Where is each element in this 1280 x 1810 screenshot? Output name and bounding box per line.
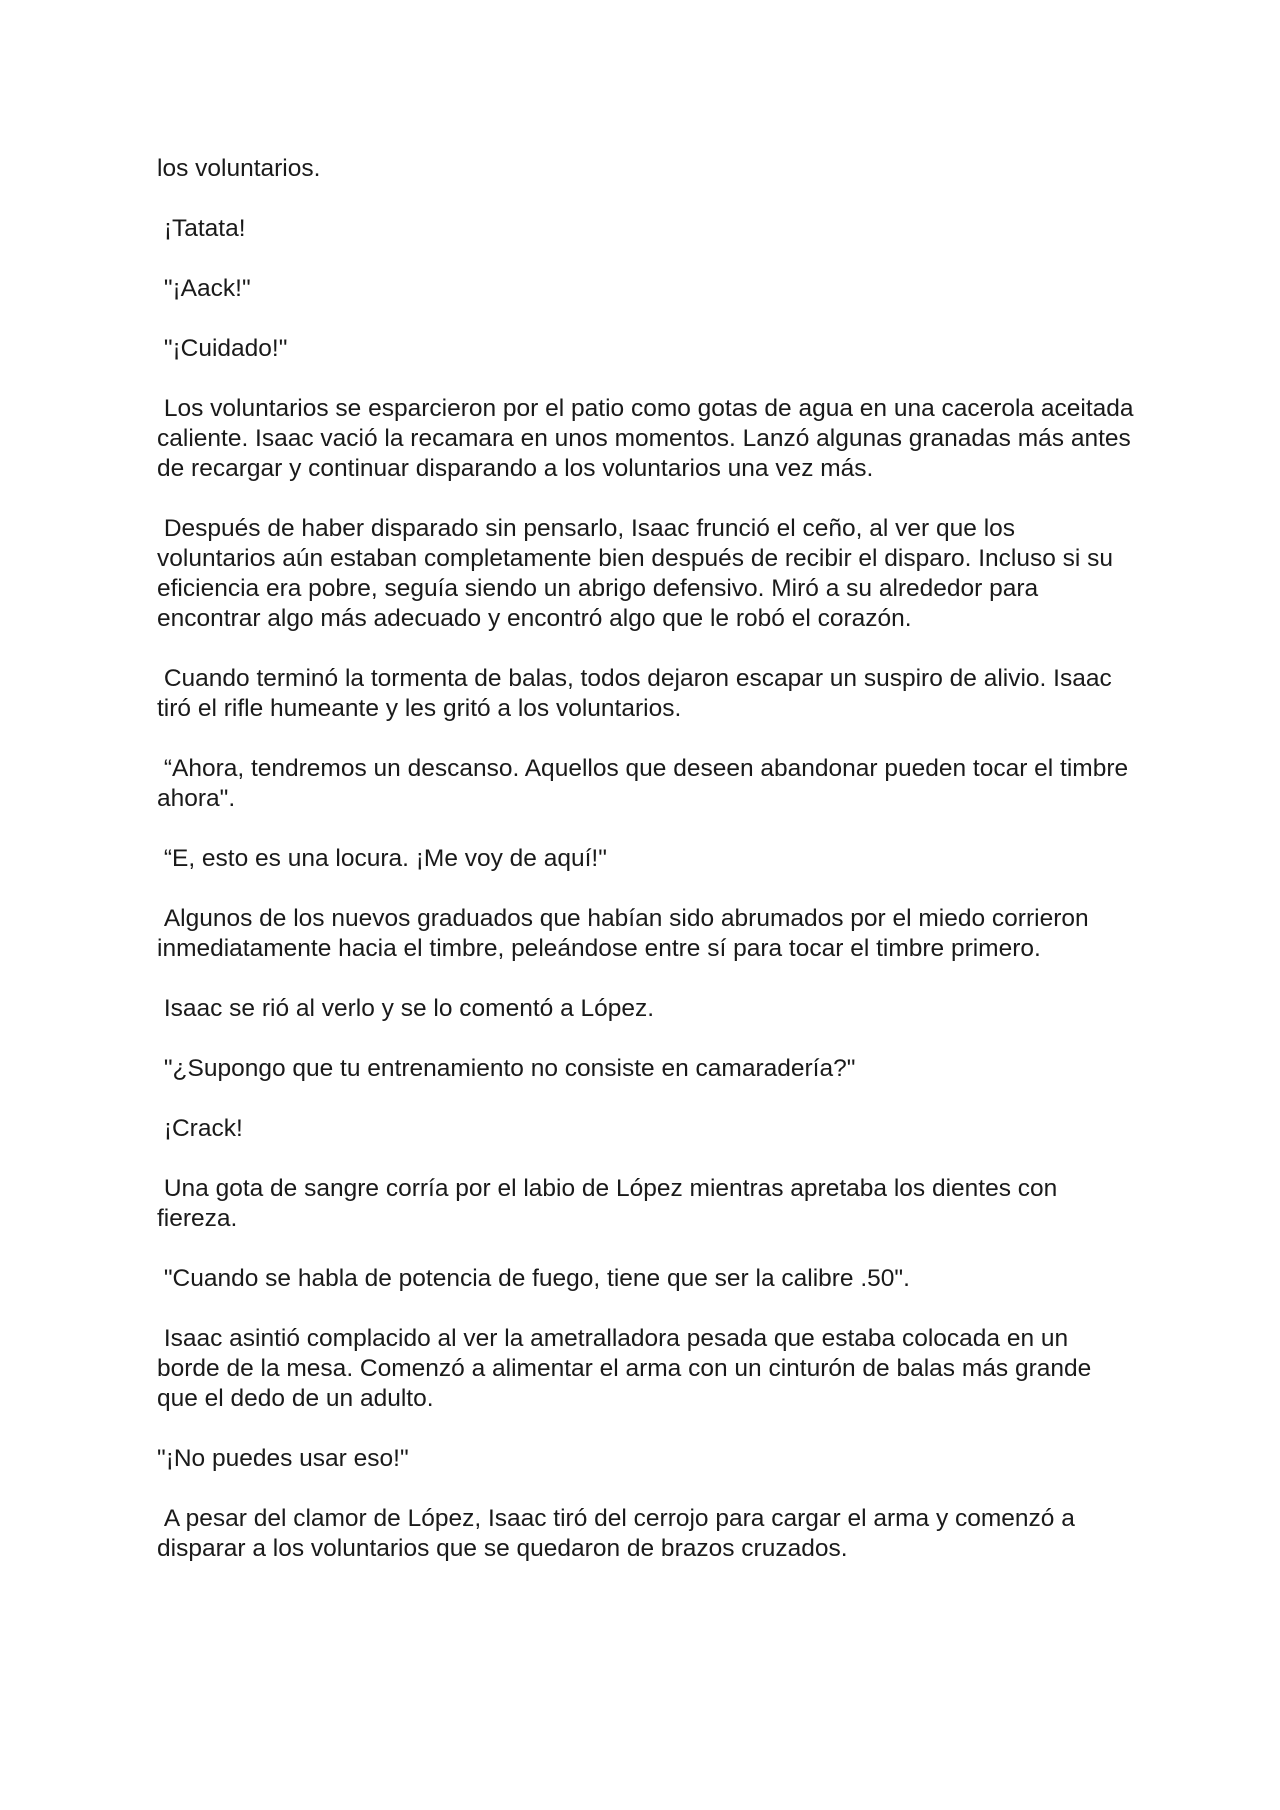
paragraph: Los voluntarios se esparcieron por el patio como gotas de agua en una cacerola aceitada caliente. Isaac vació la recamara en unos momentos. Lanzó algunas granadas más antes de recargar y continuar disparando a los voluntarios una vez más. [157, 395, 1141, 482]
paragraph: Algunos de los nuevos graduados que habían sido abrumados por el miedo corrieron inmediatamente hacia el timbre, peleándose entre sí para tocar el timbre primero. [157, 905, 1096, 962]
paragraph: "¡Cuidado!" [157, 335, 288, 362]
paragraph: “Ahora, tendremos un descanso. Aquellos que deseen abandonar pueden tocar el timbre ahora". [157, 755, 1135, 812]
paragraph: "Cuando se habla de potencia de fuego, tiene que ser la calibre .50". [157, 1265, 910, 1292]
document-page [157, 154, 1141, 1594]
paragraph: Isaac se rió al verlo y se lo comentó a López. [157, 995, 655, 1022]
paragraph: A pesar del clamor de López, Isaac tiró del cerrojo para cargar el arma y comenzó a disparar a los voluntarios que se quedaron de brazos cruzados. [157, 1505, 1082, 1562]
paragraph: Cuando terminó la tormenta de balas, todos dejaron escapar un suspiro de alivio. Isaac tiró el rifle humeante y les gritó a los voluntarios. [157, 665, 1119, 722]
paragraph: ¡Tatata! [157, 215, 246, 242]
paragraph: Isaac asintió complacido al ver la ametralladora pesada que estaba colocada en un borde de la mesa. Comenzó a alimentar el arma con un cinturón de balas más grande que el dedo de un adulto. [157, 1325, 1099, 1412]
paragraph: "¡Aack!" [157, 275, 251, 302]
paragraph: “E, esto es una locura. ¡Me voy de aquí!" [157, 845, 607, 872]
paragraph: "¿Supongo que tu entrenamiento no consiste en camaradería?" [157, 1055, 856, 1082]
paragraph: ¡Crack! [157, 1115, 243, 1142]
paragraph: Una gota de sangre corría por el labio de López mientras apretaba los dientes con fiereza. [157, 1175, 1065, 1232]
paragraph: "¡No puedes usar eso!" [157, 1445, 409, 1472]
paragraph: Después de haber disparado sin pensarlo, Isaac frunció el ceño, al ver que los voluntarios aún estaban completamente bien después de recibir el disparo. Incluso si su eficiencia era pobre, seguía siendo un abrigo defensivo. Miró a su alrededor para encontrar algo más adecuado y encontró algo que le robó el corazón. [157, 515, 1120, 632]
paragraph: los voluntarios. [157, 155, 321, 182]
